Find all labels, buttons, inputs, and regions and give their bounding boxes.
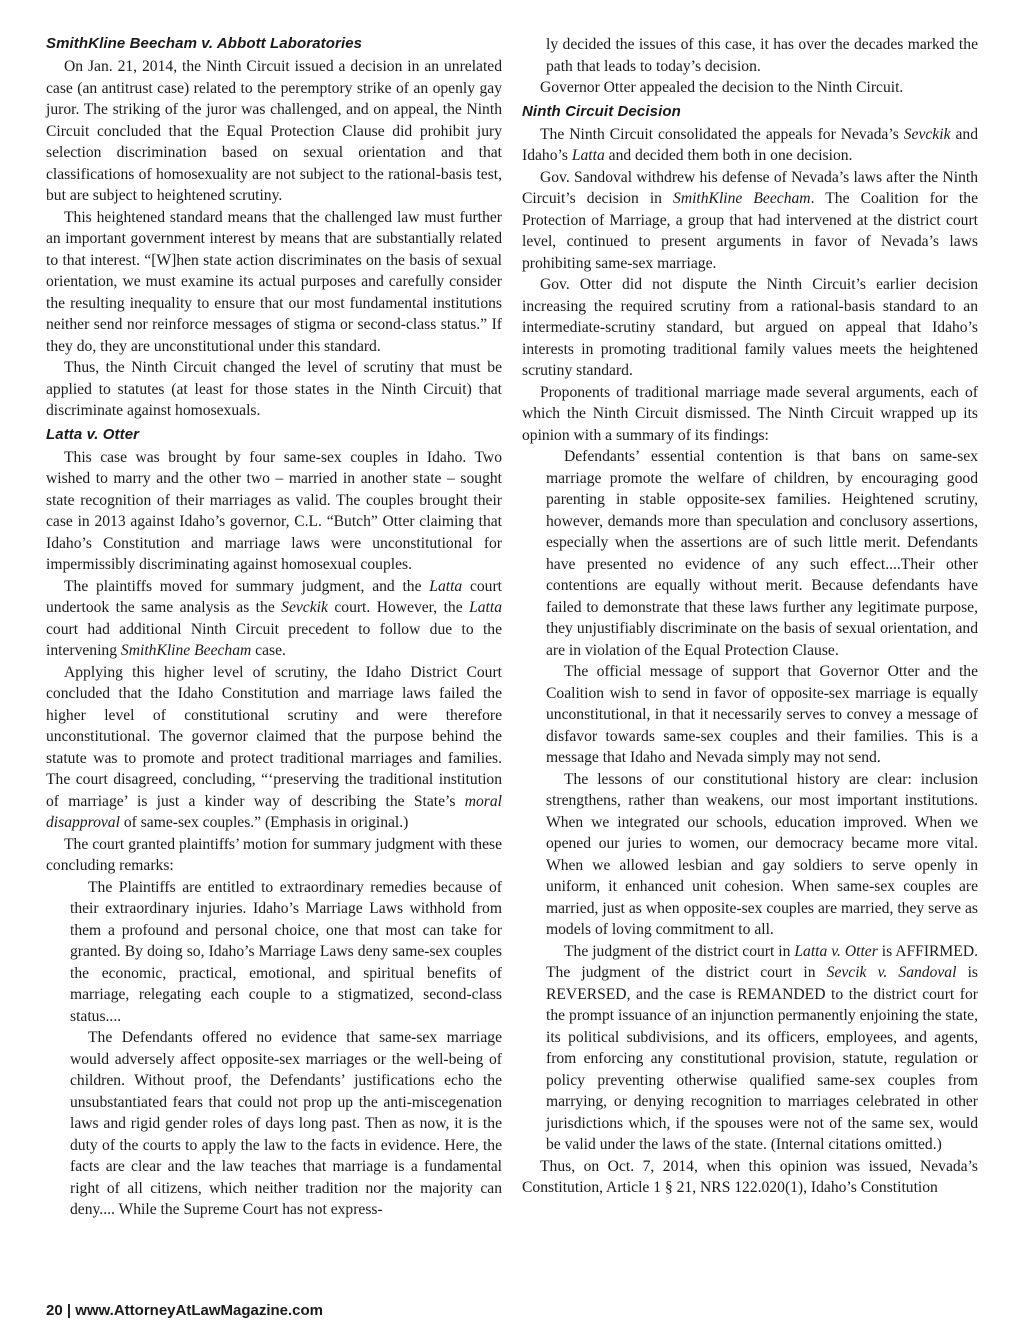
right-column: [522, 34, 978, 1199]
heading-ninth-circuit: Ninth Circuit Decision: [522, 102, 681, 120]
paragraph: The Ninth Circuit consolidated the appeals for Nevada’s Sevckik and Idaho’s Latta and decided them both in one decision.: [522, 125, 978, 164]
paragraph: Applying this higher level of scrutiny, the Idaho District Court concluded that the Idaho Constitution and marriage laws failed the higher level of constitutional scrutiny and were therefore unconstitutional. The governor claimed that the purpose behind the statute was to promote and protect traditional marriages and families. The court disagreed, concluding, “‘preserving the traditional institution of marriage’ is just a kinder way of describing the State’s moral disapproval of same-sex couples.” (Emphasis in original.): [46, 663, 502, 831]
left-column: [46, 34, 502, 1221]
paragraph: This heightened standard means that the challenged law must further an important government interest by means that are substantially related to that interest. “[W]hen state action discriminates on the basis of sexual orientation, we must examine its actual purposes and carefully consider the resulting inequality to ensure that our most fundamental institutions neither send nor reinforce messages of stigma or second-class status.” If they do, they are unconstitutional under this standard.: [46, 208, 502, 355]
block-quote: Defendants’ essential contention is that bans on same-sex marriage promote the welfare of children, by encouraging good parenting in stable opposite-sex families. Heightened scrutiny, however, demands more than speculation and conclusory assertions, especially when the assertions are of such little merit. Defendants have presented no evidence of any such effect....Their other contentions are equally without merit. Because defendants have failed to demonstrate that these laws further any legitimate purpose, they unjustifiably discriminate on the basis of sexual orientation, and are in violation of the Equal Protection Clause.: [546, 448, 978, 659]
paragraph: Thus, on Oct. 7, 2014, when this opinion was issued, Nevada’s Constitution, Article 1 § 21, NRS 122.020(1), Idaho’s Constitution: [522, 1157, 978, 1196]
paragraph: Gov. Sandoval withdrew his defense of Nevada’s laws after the Ninth Circuit’s decision in SmithKline Beecham. The Coalition for the Protection of Marriage, a group that had intervened at the district court level, continued to present arguments in favor of Nevada’s laws prohibiting same-sex marriage.: [522, 168, 978, 272]
paragraph: The court granted plaintiffs’ motion for summary judgment with these concluding remarks:: [46, 835, 502, 874]
paragraph: Proponents of traditional marriage made several arguments, each of which the Ninth Circuit dismissed. The Ninth Circuit wrapped up its opinion with a summary of its findings:: [522, 383, 978, 444]
paragraph: Gov. Otter did not dispute the Ninth Circuit’s earlier decision increasing the required scrutiny from a rational-basis standard to an intermediate-scrutiny standard, but argued on appeal that Idaho’s interests in promoting traditional family values meets the heightened scrutiny standard.: [522, 276, 978, 379]
block-quote: The judgment of the district court in Latta v. Otter is AFFIRMED. The judgment of the district court in Sevcik v. Sandoval is REVERSED, and the case is REMANDED to the district court for the prompt issuance of an injunction permanently enjoining the state, its political subdivisions, and its officers, employees, and agents, from enforcing any constitutional provision, statute, regulation or policy preventing otherwise qualified same-sex couples from marrying, or denying recognition to marriages celebrated in other jurisdictions which, if the spouses were not of the same sex, would be valid under the laws of the state. (Internal citations omitted.): [546, 942, 978, 1153]
paragraph: Thus, the Ninth Circuit changed the level of scrutiny that must be applied to statutes (at least for those states in the Ninth Circuit) that discriminate against homosexuals.: [46, 359, 502, 419]
paragraph: On Jan. 21, 2014, the Ninth Circuit issued a decision in an unrelated case (an antitrust case) related to the peremptory strike of an openly gay juror. The striking of the juror was challenged, and on appeal, the Ninth Circuit concluded that the Equal Protection Clause did prohibit jury selection discrimination based on sexual orientation and that classifications of homosexuality are not subject to the rational-basis test, but are subject to heightened scrutiny.: [46, 58, 502, 204]
paragraph: The plaintiffs moved for summary judgment, and the Latta court undertook the same analysis as the Sevckik court. However, the Latta court had additional Ninth Circuit precedent to follow due to the intervening SmithKline Beecham case.: [46, 577, 502, 659]
block-quote: The official message of support that Governor Otter and the Coalition wish to send in favor of opposite-sex marriage is equally unconstitutional, in that it necessarily serves to convey a message of disfavor towards same-sex couples and their families. This is a message that Idaho and Nevada simply may not send.: [546, 663, 978, 766]
block-quote-continued: ly decided the issues of this case, it has over the decades marked the path that leads to today’s decision.: [546, 36, 978, 75]
page-footer: 20 | www.AttorneyAtLawMagazine.com: [46, 1302, 324, 1319]
block-quote: The lessons of our constitutional history are clear: inclusion strengthens, rather than weakens, our most important institutions. When we integrated our schools, education improved. When we opened our juries to women, our democracy became more vital. When we allowed lesbian and gay soldiers to serve openly in uniform, it enhanced unit cohesion. When same-sex couples are married, just as when opposite-sex couples are married, they serve as models of loving commitment to all.: [546, 770, 978, 938]
block-quote: The Defendants offered no evidence that same-sex marriage would adversely affect opposite-sex marriages or the well-being of children. Without proof, the Defendants’ justifications echo the unsubstantiated fears that could not prop up the anti-miscegenation laws and rigid gender roles of days long past. Then as now, it is the duty of the courts to apply the law to the facts in evidence. Here, the facts are clear and the law teaches that marriage is a fundamental right of all citizens, which neither tradition nor the majority can deny.... While the Supreme Court has not express-: [70, 1029, 502, 1218]
heading-smithkline: SmithKline Beecham v. Abbott Laboratories: [46, 35, 363, 52]
paragraph: This case was brought by four same-sex couples in Idaho. Two wished to marry and the other two – married in another state – sought state recognition of their marriages as valid. The couples brought their case in 2013 against Idaho’s governor, C.L. “Butch” Otter claiming that Idaho’s Constitution and marriage laws were unconstitutional for impermissibly discriminating against homosexual couples.: [46, 448, 502, 573]
block-quote: The Plaintiffs are entitled to extraordinary remedies because of their extraordinary injuries. Idaho’s Marriage Laws withhold from them a profound and personal choice, one that most can take for granted. By doing so, Idaho’s Marriage Laws deny same-sex couples the economic, practical, emotional, and spiritual benefits of marriage, relegating each couple to a stigmatized, second-class status....: [70, 878, 502, 1025]
paragraph: Governor Otter appealed the decision to the Ninth Circuit.: [540, 79, 904, 96]
heading-latta: Latta v. Otter: [46, 425, 140, 443]
